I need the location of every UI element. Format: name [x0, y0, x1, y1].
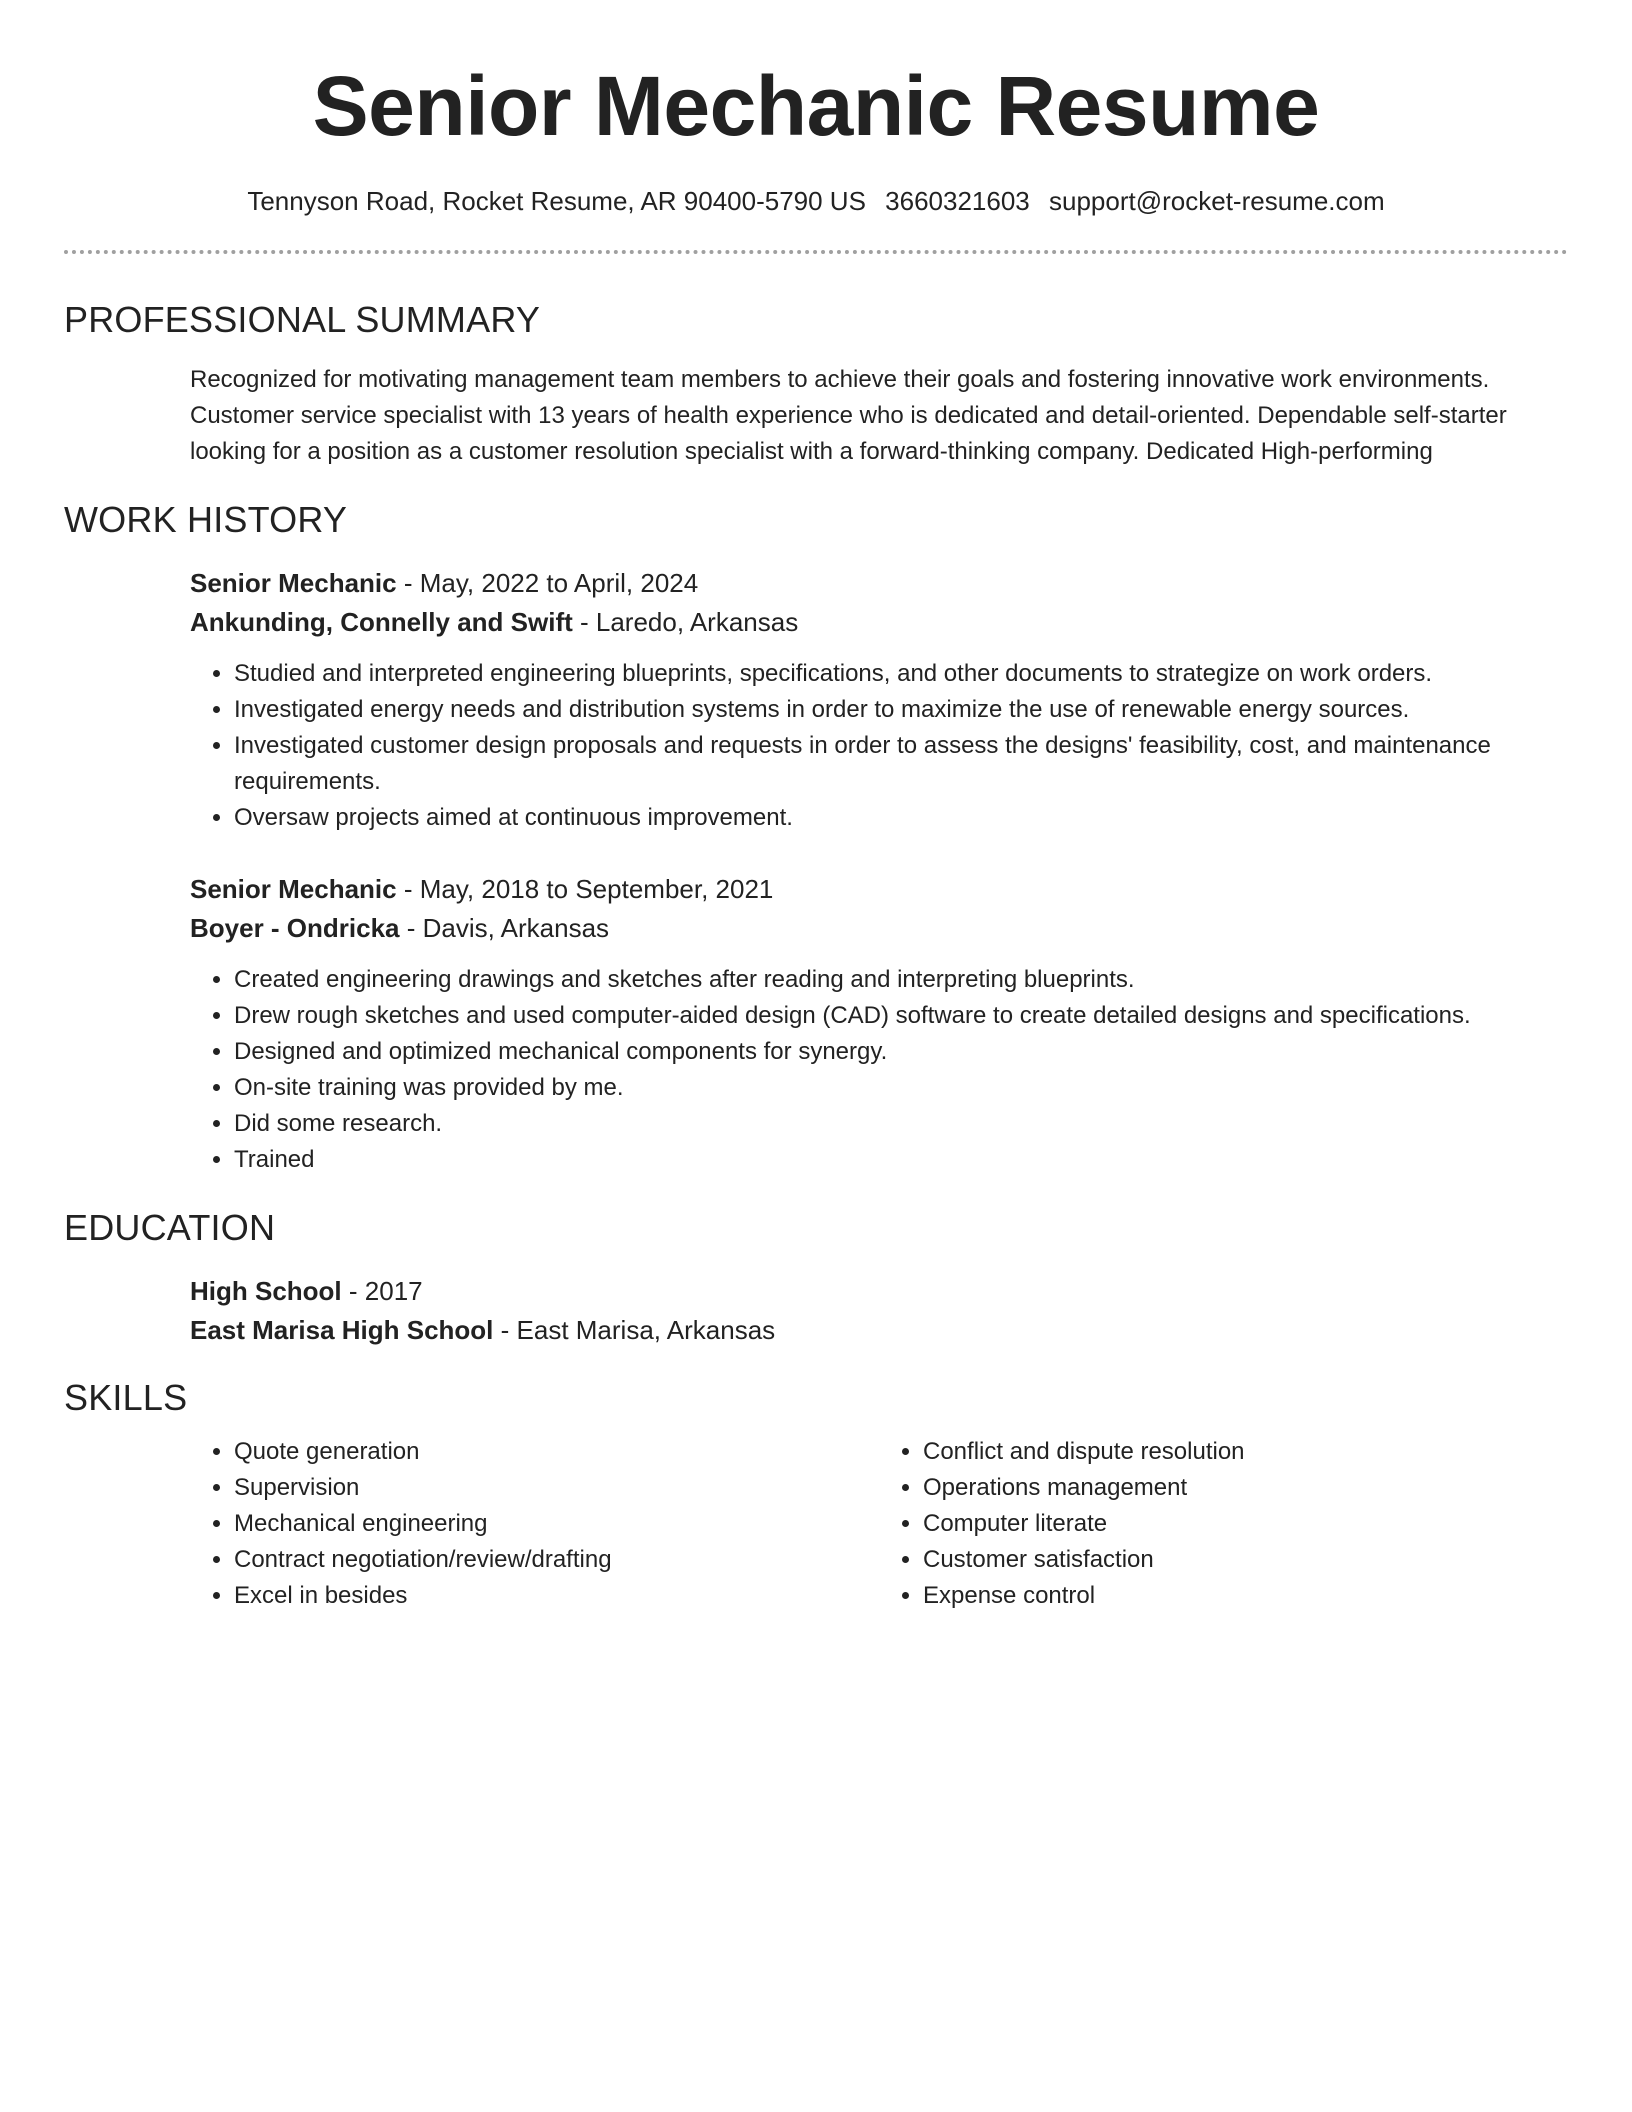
- section-title-skills: SKILLS: [64, 1377, 188, 1418]
- skill-item: • Supervision: [234, 1470, 879, 1506]
- section-title-education: EDUCATION: [64, 1207, 276, 1248]
- job-company: Ankunding, Connelly and Swift: [190, 607, 573, 637]
- job-entry: [190, 564, 1568, 836]
- contact-address: Tennyson Road, Rocket Resume, AR 90400-5790 US: [247, 186, 866, 216]
- job-bullet: • Studied and interpreted engineering blueprints, specifications, and other documents to strategize on work orders.: [234, 656, 1568, 692]
- skill-item: • Computer literate: [923, 1506, 1568, 1542]
- section-education: [64, 1206, 1568, 1350]
- skills-column-left: [190, 1434, 879, 1614]
- skill-item: • Quote generation: [234, 1434, 879, 1470]
- job-company-line: [190, 909, 1568, 948]
- job-role: Senior Mechanic: [190, 568, 397, 598]
- edu-degree: High School: [190, 1276, 342, 1306]
- job-bullet: • Investigated customer design proposals and requests in order to assess the designs' feasibility, cost, and maintenance requirements.: [234, 728, 1568, 800]
- job-location: - Davis, Arkansas: [399, 913, 610, 943]
- contact-phone: 3660321603: [885, 186, 1030, 216]
- edu-school: East Marisa High School: [190, 1315, 494, 1345]
- skills-grid: [190, 1434, 1568, 1614]
- skill-item: • Conflict and dispute resolution: [923, 1434, 1568, 1470]
- job-bullets: [190, 656, 1568, 836]
- job-bullet: • Investigated energy needs and distribution systems in order to maximize the use of renewable energy sources.: [234, 692, 1568, 728]
- edu-location: - East Marisa, Arkansas: [493, 1315, 776, 1345]
- job-entry: [190, 870, 1568, 1178]
- header-divider: [64, 250, 1568, 254]
- contact-line: [64, 184, 1568, 218]
- section-work-history: [64, 498, 1568, 1178]
- job-bullet: • Created engineering drawings and sketches after reading and interpreting blueprints.: [234, 962, 1568, 998]
- job-company-line: [190, 603, 1568, 642]
- edu-year: - 2017: [341, 1276, 423, 1306]
- edu-school-line: [190, 1311, 1568, 1350]
- contact-email: support@rocket-resume.com: [1049, 186, 1385, 216]
- job-dates: - May, 2022 to April, 2024: [396, 568, 699, 598]
- resume-header: [64, 0, 1568, 218]
- job-bullet: • Oversaw projects aimed at continuous improvement.: [234, 800, 1568, 836]
- skill-item: • Contract negotiation/review/drafting: [234, 1542, 879, 1578]
- section-skills: [64, 1376, 1568, 1614]
- job-bullet: • On-site training was provided by me.: [234, 1070, 1568, 1106]
- job-location: - Laredo, Arkansas: [572, 607, 799, 637]
- job-role-line: [190, 870, 1568, 909]
- summary-text: Recognized for motivating management team members to achieve their goals and fostering innovative work environments. Customer service specialist with 13 years of health experience who is dedicated and detail-oriented. Dependable self-starter looking for a position as a customer resolution specialist with a forward-thinking company. Dedicated High-performing: [190, 366, 1507, 465]
- job-company: Boyer - Ondricka: [190, 913, 400, 943]
- resume-title: Senior Mechanic Resume: [312, 59, 1320, 153]
- job-dates: - May, 2018 to September, 2021: [396, 874, 774, 904]
- job-role-line: [190, 564, 1568, 603]
- skill-item: • Excel in besides: [234, 1578, 879, 1614]
- job-bullet: • Did some research.: [234, 1106, 1568, 1142]
- skill-item: • Mechanical engineering: [234, 1506, 879, 1542]
- job-bullet: • Trained: [234, 1142, 1568, 1178]
- section-summary: [64, 298, 1568, 470]
- skills-column-right: [879, 1434, 1568, 1614]
- job-bullet: • Drew rough sketches and used computer-aided design (CAD) software to create detailed designs and specifications.: [234, 998, 1568, 1034]
- edu-degree-line: [190, 1272, 1568, 1311]
- job-bullets: [190, 962, 1568, 1178]
- job-role: Senior Mechanic: [190, 874, 397, 904]
- skill-item: • Operations management: [923, 1470, 1568, 1506]
- section-title-summary: PROFESSIONAL SUMMARY: [64, 299, 541, 340]
- job-bullet: • Designed and optimized mechanical components for synergy.: [234, 1034, 1568, 1070]
- skill-item: • Customer satisfaction: [923, 1542, 1568, 1578]
- skill-item: • Expense control: [923, 1578, 1568, 1614]
- section-title-work: WORK HISTORY: [64, 499, 348, 540]
